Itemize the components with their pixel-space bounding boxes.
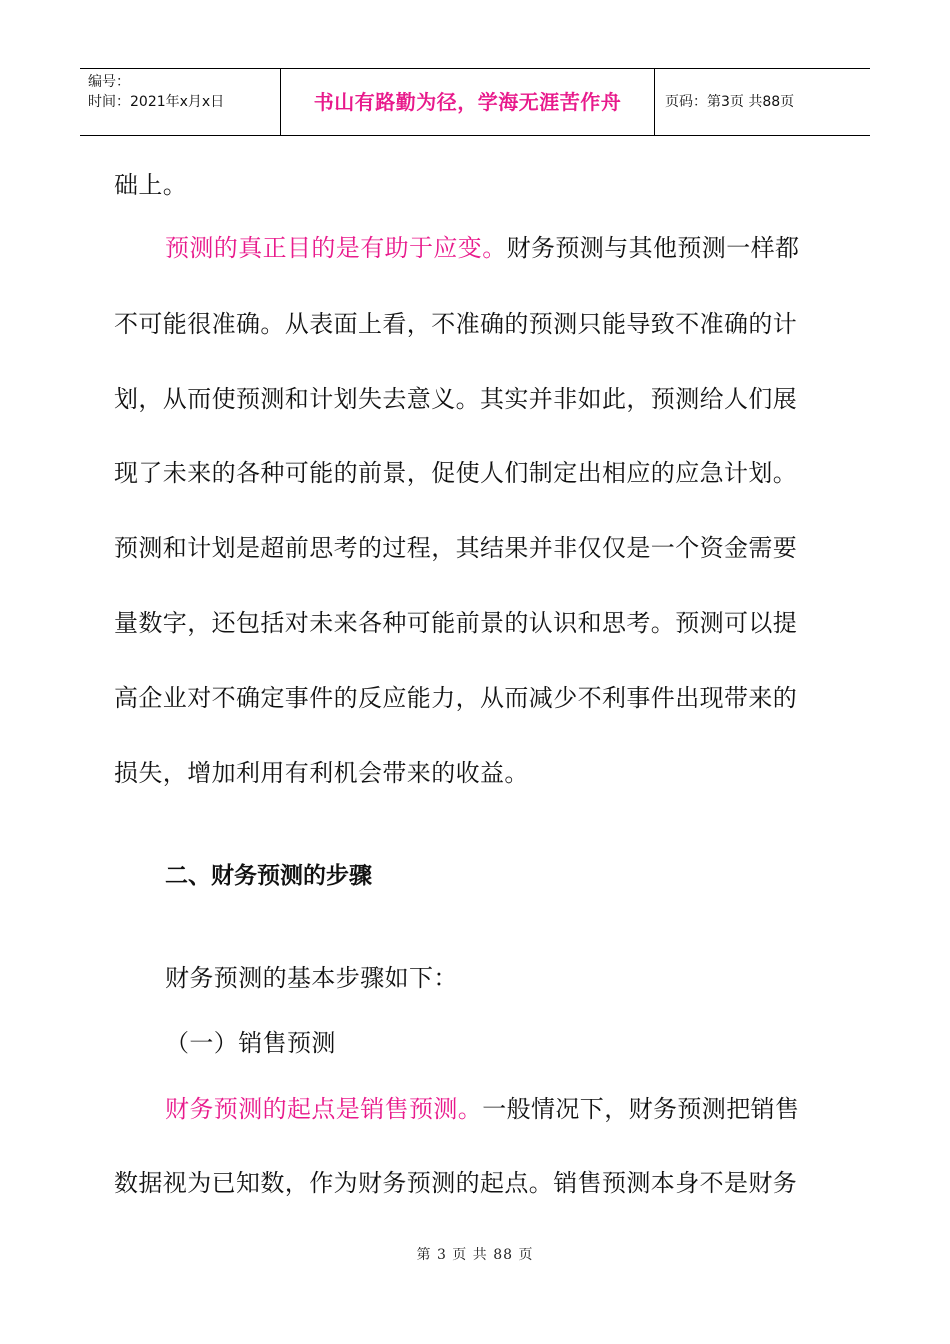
body-line-7: 量数字，还包括对未来各种可能前景的认识和思考。预测可以提 xyxy=(114,609,798,637)
number-label: 编号： xyxy=(88,74,130,90)
body-line-8: 高企业对不确定事件的反应能力，从而减少不利事件出现带来的 xyxy=(114,684,798,712)
section-heading: 二、财务预测的步骤 xyxy=(165,863,372,889)
body-line-2-rest: 财务预测与其他预测一样都 xyxy=(506,234,800,262)
body-line-1: 础上。 xyxy=(114,171,188,199)
header-page-info: 页码：第3页 共88页 xyxy=(665,94,795,110)
header-motto: 书山有路勤为径，学海无涯苦作舟 xyxy=(281,69,655,135)
header-meta xyxy=(80,69,281,135)
highlight-forecast-purpose: 预测的真正目的是有助于应变。 xyxy=(165,234,507,262)
body-last-line: 数据视为已知数，作为财务预测的起点。销售预测本身不是财务 xyxy=(114,1169,798,1197)
body-line-5: 现了未来的各种可能的前景，促使人们制定出相应的应急计划。 xyxy=(114,459,798,487)
time-label: 时间：2021年x月x日 xyxy=(88,94,225,110)
highlight-sales-forecast: 财务预测的起点是销售预测。 xyxy=(165,1095,483,1123)
page-header xyxy=(80,68,870,136)
paragraph-forecast-purpose xyxy=(165,233,799,263)
paragraph-sales-forecast xyxy=(165,1094,799,1124)
body-line-rest: 一般情况下，财务预测把销售 xyxy=(482,1095,800,1123)
steps-intro: 财务预测的基本步骤如下： xyxy=(165,964,458,992)
page-footer: 第 3 页 共 88 页 xyxy=(416,1247,534,1263)
body-line-9: 损失，增加利用有利机会带来的收益。 xyxy=(114,759,529,787)
body-line-6: 预测和计划是超前思考的过程，其结果并非仅仅是一个资金需要 xyxy=(114,534,798,562)
body-line-3: 不可能很准确。从表面上看，不准确的预测只能导致不准确的计 xyxy=(114,310,798,338)
sub-heading-sales-forecast: （一）销售预测 xyxy=(165,1029,336,1057)
body-line-4: 划，从而使预测和计划失去意义。其实并非如此，预测给人们展 xyxy=(114,385,798,413)
